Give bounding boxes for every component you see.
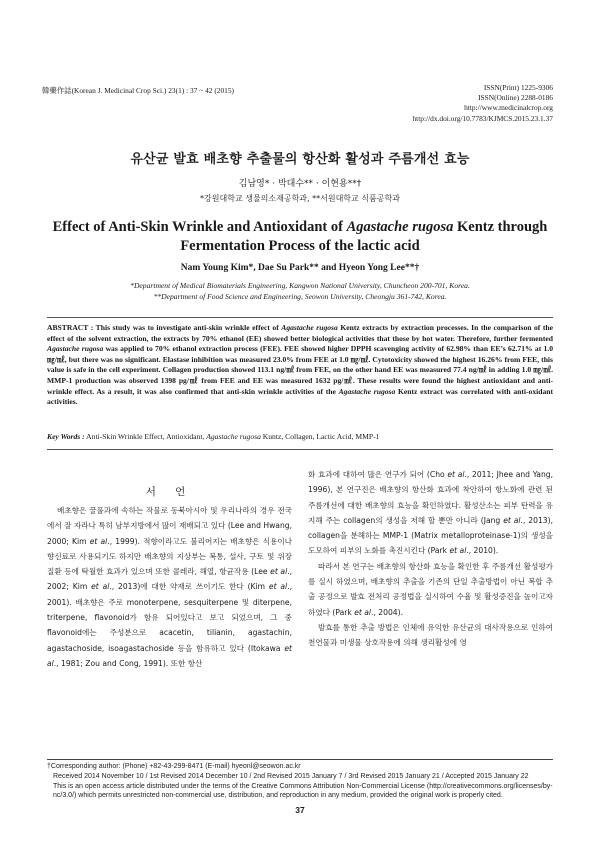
text: et al [354, 607, 372, 617]
species-name: Agastache rugosa [281, 323, 338, 332]
text: 배초향은 꿀풀과에 속하는 작물로 동북아시아 및 우리나라의 경우 전국에서 잘 자라나 특히 남부지방에서 많이 재배되고 있다 (Lee and Hwang, 2000; Kim [47, 506, 292, 546]
korean-authors: 김남영* · 박대수** · 이현용**† [238, 179, 362, 189]
text: et al [268, 582, 288, 592]
text: ., 2013)에 대한 약재로 쓰이기도 한다 (Kim [109, 582, 269, 592]
abstract-text: was applied to 70% ethanol extraction process (FEE). FEE showed higher DPPH scavenging activity of 62.98% than EE’s 62.71% at 1.0 ㎎/㎖, but there was no significant. Elastase inhibition was measured 23.0% from FEE at 1.0 ㎎/㎖. Cytotoxicity showed the highest 16.26% from FEE, this value is safe in the cell experiment. Collagen production showed 113.1 ng/㎖ from FEE, on the other hand EE was measured 77.4 ng/㎖ in adding 1.0 ㎎/㎖. MMP-1 production was observed 1398 pg/㎖ from FEE and EE was measured 1632 pg/㎖. These results were found the highest antioxidant and anti-wrinkle effect. As a result, it was also confirmed that anti-skin wrinkle activities of the [47, 344, 553, 396]
species-name: Agastache rugosa [206, 432, 261, 441]
text: ., 2010). [466, 546, 499, 556]
keywords [47, 432, 553, 443]
abstract-text: Kentz extracts by extraction processes. In the comparison of the effect of the solvent extraction, the extracts by 70% ethanol (EE) showed better biological activities that those by hot water. Therefore, further fermented [47, 323, 553, 343]
text: ., 2011; Jhee and Yang, 1996), 본 연구진은 배초향의 항산화 효과에 착안하여 항노화에 관련 된 주름개선에 대한 배초향의 효능을 확인하였다. 활성산소는 피부 탄력을 유지해 주는 collagen의 생성을 저해 할 뿐만 아니라 (Jang [308, 470, 553, 525]
corresponding-author: †Corresponding author: (Phone) +82-43-299-8471 (E-mail) hyeonl@seowon.ac.kr [47, 763, 301, 770]
keywords-text: Anti-Skin Wrinkle Effect, Antioxidant, [84, 432, 207, 441]
license-text: This is an open access article distributed under the terms of the Creative Commons Attribution Non-Commercial License (http://creativecommons.org/licenses/by-nc/3.0/) which permits unrestricted non-commercial use, distribution, and reproduction in any medium, provided the original work is properly cited. [53, 782, 553, 800]
journal-url[interactable]: http://www.medicinalcrop.org [464, 103, 553, 113]
issn-online: ISSN(Online) 2288-0186 [478, 93, 553, 103]
text: 발효를 통한 추출 방법은 인체에 유익한 유산균의 대사작용으로 인하여 천연물과 미생물 상호작용에 의해 생리활성에 영 [308, 622, 553, 648]
title-part: Fermentation Process of the lactic acid [180, 238, 420, 254]
text: et al [89, 536, 108, 546]
text: et al [449, 546, 467, 556]
title-part: Effect of Anti-Skin Wrinkle and Antioxidant of [52, 219, 347, 235]
journal-citation: 韓藥作誌(Korean J. Medicinal Crop Sci.) 23(1) : 37 ~ 42 (2015) [42, 86, 235, 95]
paragraph [308, 559, 553, 620]
text: 따라서 본 연구는 배초향의 항산화 효능을 확인한 후 주름개선 활성평가를 실시 하였으며, 배초향의 추출을 기존의 단일 추출방법이 아닌 복합 추출 공정으로 발효 전처리 공정법을 실시하여 수율 및 활성증진을 높이고자 하였다 (Park [308, 561, 553, 617]
abstract [47, 323, 553, 408]
paragraph [308, 467, 553, 559]
abstract-text: Kentz extract was correlated with anti-oxidant activities. [47, 386, 553, 407]
english-authors: Nam Young Kim*, Dae Su Park** and Hyeon Yong Lee**† [180, 263, 420, 273]
text: 화 효과에 대하여 많은 연구가 되어 (Cho [308, 470, 448, 479]
issn-block [412, 83, 553, 124]
text: ., 1981; Zou and Cong, 1991). 또한 항산 [53, 658, 203, 668]
text: et al [47, 643, 292, 668]
section-heading: 서 언 [145, 486, 194, 498]
keywords-text: Kuntz, Collagen, Lactic Acid, MMP-1 [260, 432, 380, 441]
keywords-label: Key Words : [47, 432, 85, 441]
issn-print: ISSN(Print) 1225-9306 [483, 83, 553, 92]
received-dates: Received 2014 November 10 / 1st Revised 2014 December 10 / 2nd Revised 2015 January 7 / 3rd Revised 2015 January 21 / Accepted 2015 January 22 [53, 772, 529, 780]
paragraph [47, 503, 292, 671]
text: ., 2004). [371, 607, 403, 617]
title-part: Kentz through [453, 219, 548, 235]
text: ., 2013), collagen을 분해하는 MMP-1 (Matrix metalloproteinase-1)의 생성을 도모하여 피부의 노화를 촉진시킨다 (Park [308, 515, 553, 556]
divider [47, 449, 553, 450]
english-title [40, 218, 560, 256]
page-number: 37 [295, 805, 305, 815]
korean-affiliations: *강원대학교 생물의소재공학과, **서원대학교 식품공학과 [200, 194, 400, 203]
affiliation-2: **Department of Food Science and Engineering, Seowon University, Cheongju 361-742, Korea. [153, 292, 447, 301]
footnote [47, 762, 553, 801]
species-name: Agastache rugosa [47, 344, 104, 354]
text: ., 2002; Kim [47, 567, 293, 592]
species-name: Agastache rugosa [338, 386, 396, 396]
divider [47, 317, 553, 318]
affiliation-1: *Department of Medical Biomaterials Engineering, Kangwon National University, Chuncheon 200-701, Korea. [130, 281, 470, 290]
body-column-left [47, 503, 292, 671]
body-column-right [308, 467, 553, 651]
footnote-divider [47, 759, 553, 760]
english-affiliations [40, 280, 560, 302]
text: ., 1999). 적향이라고도 불리어지는 배초향은 식용이나 향신료로 사용되기도 하지만 배초향의 지상부는 복통, 설사, 구토 및 위장질환 등에 탁월한 효과가 있으며 또한 콜레라, 해열, 항균작용 (Lee [47, 536, 292, 577]
paragraph [308, 620, 553, 651]
text: et al [91, 582, 110, 592]
korean-title: 유산균 발효 배초향 추출물의 항산화 활성과 주름개선 효능 [130, 152, 470, 167]
abstract-text: ABSTRACT : This study was to investigate anti-skin wrinkle effect of [47, 323, 282, 332]
text: ., 2001). 배초향은 주로 monoterpene, sesquiterpene 및 diterpene, triterpene, flavonoid가 함유 되어있다고 보고 되었으며, 그 중 flavonoid에는 주성분으로 acacetin, tilianin, agastachin, agastachoside, isoagastachoside 등을 함유하고 있다 (Itokawa [47, 582, 292, 653]
text: et al [447, 470, 465, 479]
doi-link[interactable]: http://dx.doi.org/10.7783/KJMCS.2015.23.1.37 [412, 113, 553, 123]
text: et al [503, 515, 521, 525]
species-name: Agastache rugosa [346, 219, 454, 235]
text: et al [270, 567, 288, 577]
